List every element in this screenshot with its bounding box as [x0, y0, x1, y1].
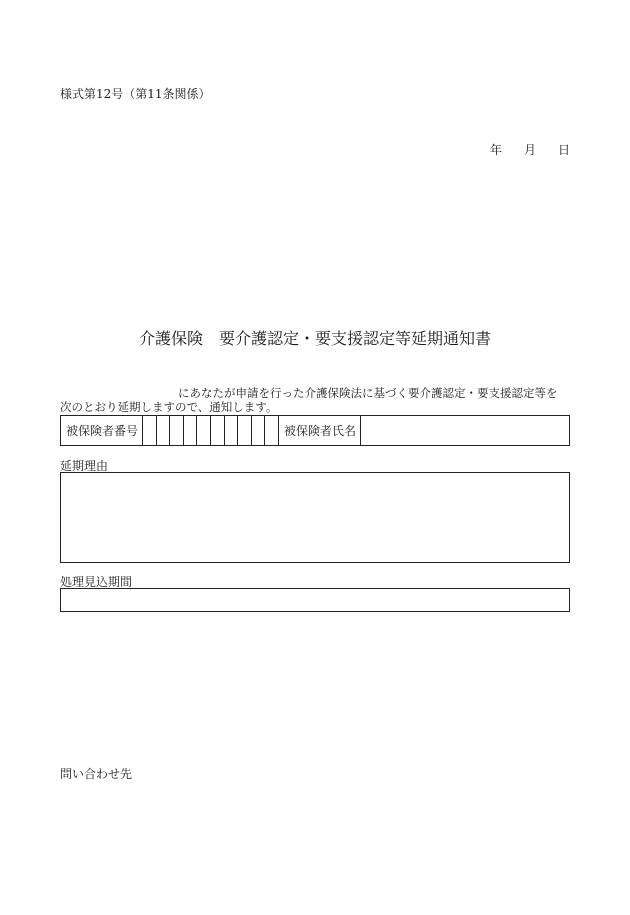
period-field[interactable]: [60, 588, 570, 612]
insured-number-digit-box[interactable]: [197, 416, 211, 445]
date-month-label: 月: [523, 143, 536, 157]
insured-number-digit-box[interactable]: [170, 416, 184, 445]
insured-number-digit-box[interactable]: [238, 416, 252, 445]
insured-number-digit-box[interactable]: [211, 416, 225, 445]
insured-number-digit-box[interactable]: [184, 416, 198, 445]
body-text-line-1: にあなたが申請を行った介護保険法に基づく要介護認定・要支援認定等を: [178, 386, 558, 400]
insured-name-label: 被保険者氏名: [279, 416, 361, 445]
document-title: 介護保険 要介護認定・要支援認定等延期通知書: [138, 329, 491, 348]
date-day-label: 日: [557, 143, 570, 157]
insured-number-digit-box[interactable]: [143, 416, 157, 445]
insured-number-digit-box[interactable]: [225, 416, 239, 445]
body-text-line-2: 次のとおり延期しますので、通知します。: [60, 400, 278, 414]
insured-number-label: 被保険者番号: [61, 416, 143, 445]
insured-number-digits: [143, 416, 279, 445]
insured-number-digit-box[interactable]: [265, 416, 279, 445]
reason-label: 延期理由: [60, 459, 109, 473]
insured-info-table: [60, 415, 570, 446]
insured-name-field[interactable]: [361, 416, 569, 445]
contact-label: 問い合わせ先: [60, 767, 133, 781]
insured-number-digit-box[interactable]: [157, 416, 171, 445]
date-year-label: 年: [490, 143, 503, 157]
insured-number-digit-box[interactable]: [252, 416, 266, 445]
period-label: 処理見込期間: [60, 575, 133, 589]
reason-field[interactable]: [60, 472, 570, 563]
date-line: [490, 141, 570, 158]
form-number: 様式第12号（第11条関係）: [60, 87, 211, 101]
